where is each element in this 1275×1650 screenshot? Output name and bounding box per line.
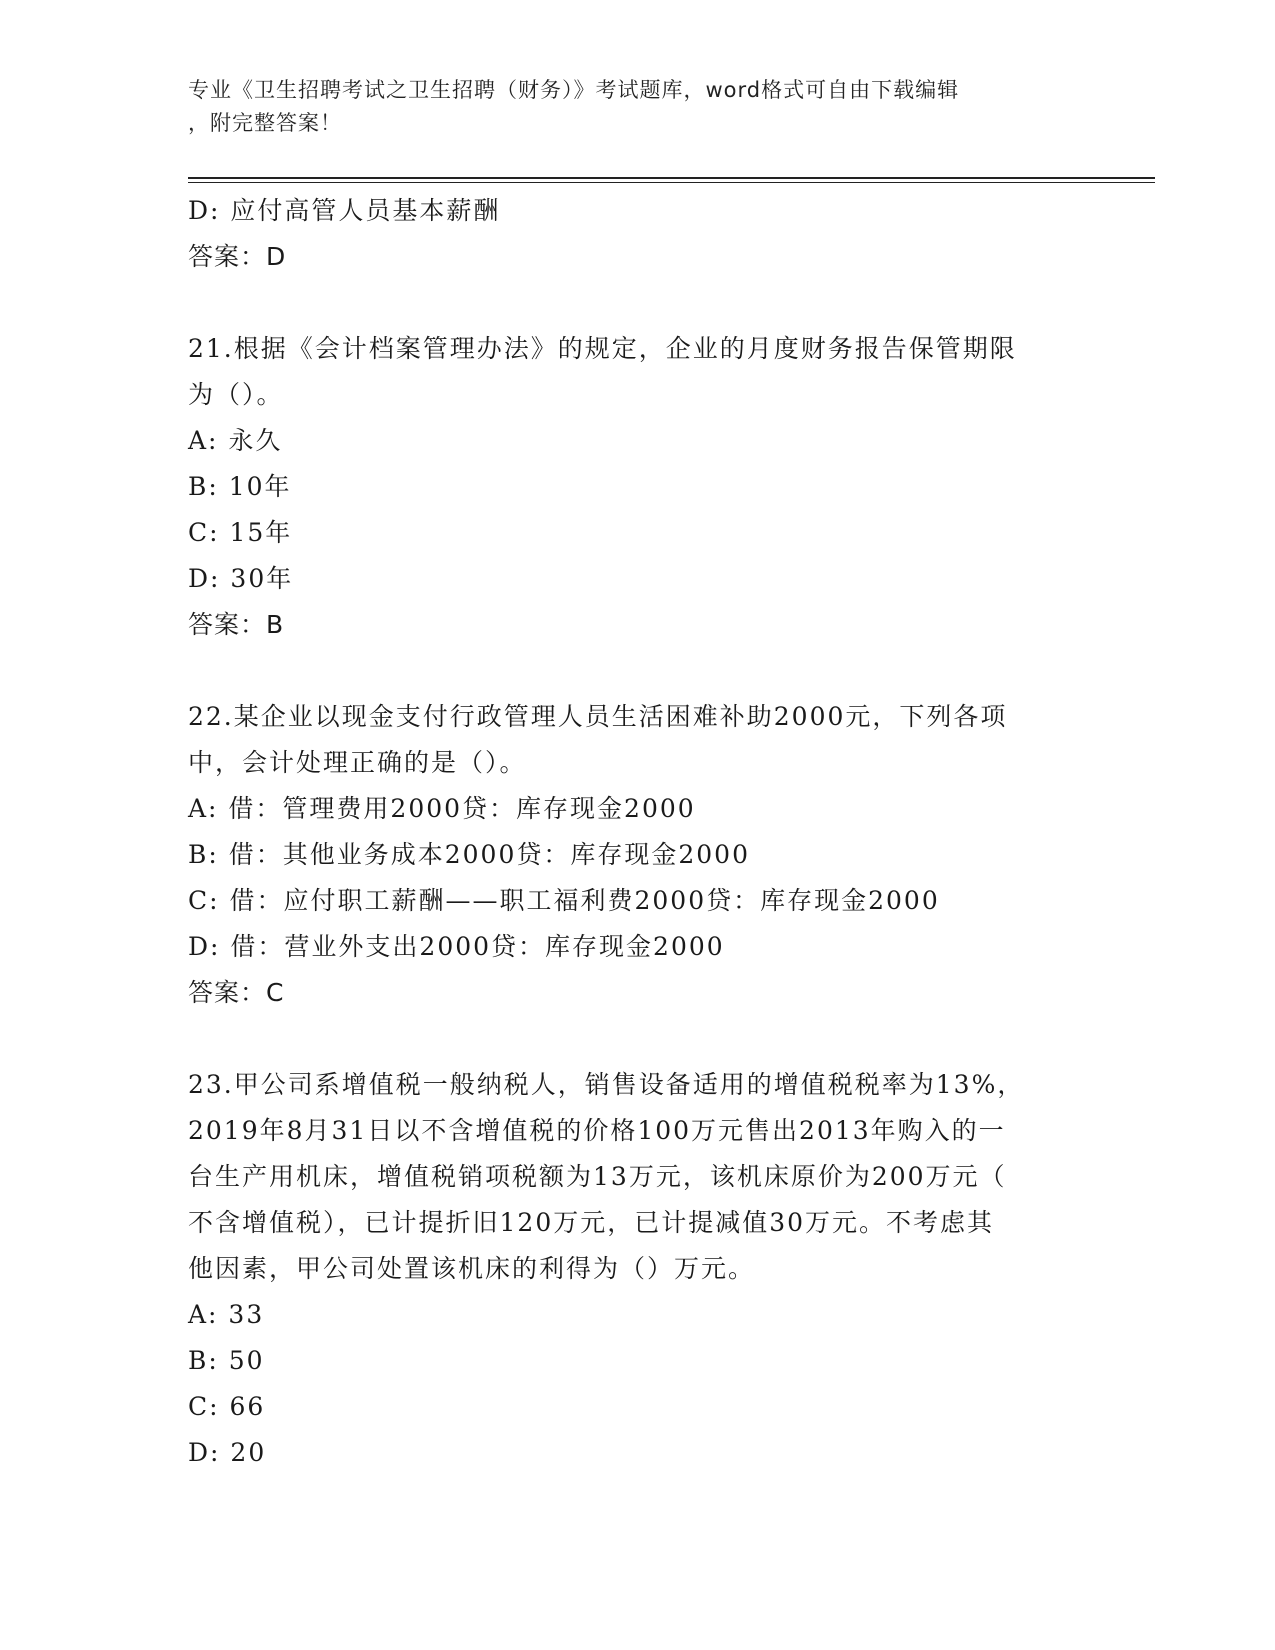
document-header xyxy=(188,74,1088,140)
spacer xyxy=(188,648,1088,694)
question-22 xyxy=(188,694,1088,1016)
question-23-stem-line-2: 2019年8月31日以不含增值税的价格100万元售出2013年购入的一 xyxy=(188,1116,1006,1145)
question-22-option-c: C: 借：应付职工薪酬——职工福利费2000贷：库存现金2000 xyxy=(188,886,940,915)
question-21-option-c: C: 15年 xyxy=(188,518,293,547)
question-20-answer: 答案：D xyxy=(188,242,287,271)
question-20-option-d: D: 应付高管人员基本薪酬 xyxy=(188,196,501,225)
question-21-answer: 答案：B xyxy=(188,610,285,639)
question-21-option-b: B: 10年 xyxy=(188,472,292,501)
question-23-stem-line-4: 不含增值税），已计提折旧120万元，已计提减值30万元。不考虑其 xyxy=(188,1208,995,1237)
question-21-option-a: A: 永久 xyxy=(188,426,283,455)
question-23-option-d: D: 20 xyxy=(188,1438,267,1467)
question-21 xyxy=(188,326,1088,648)
question-23-option-b: B: 50 xyxy=(188,1346,265,1375)
header-line-1: 专业《卫生招聘考试之卫生招聘（财务）》考试题库，word格式可自由下载编辑 xyxy=(188,78,960,102)
question-23-stem-line-3: 台生产用机床，增值税销项税额为13万元，该机床原价为200万元（ xyxy=(188,1162,1007,1191)
spacer xyxy=(188,1016,1088,1062)
header-divider-thin xyxy=(188,182,1155,183)
header-line-2: ，附完整答案！ xyxy=(188,111,342,135)
question-22-stem-line-2: 中，会计处理正确的是（）。 xyxy=(188,748,527,777)
header-divider-thick xyxy=(188,177,1155,179)
question-22-stem-line-1: 22.某企业以现金支付行政管理人员生活困难补助2000元，下列各项 xyxy=(188,702,1008,731)
question-22-option-a: A: 借：管理费用2000贷：库存现金2000 xyxy=(188,794,696,823)
spacer xyxy=(188,280,1088,326)
question-21-stem-line-2: 为（）。 xyxy=(188,380,284,409)
question-23-option-a: A: 33 xyxy=(188,1300,265,1329)
question-23-stem-line-1: 23.甲公司系增值税一般纳税人，销售设备适用的增值税税率为13%， xyxy=(188,1070,1025,1099)
question-23 xyxy=(188,1062,1088,1476)
question-21-stem-line-1: 21.根据《会计档案管理办法》的规定，企业的月度财务报告保管期限 xyxy=(188,334,1017,363)
question-22-option-d: D: 借：营业外支出2000贷：库存现金2000 xyxy=(188,932,725,961)
question-21-option-d: D: 30年 xyxy=(188,564,294,593)
question-23-option-c: C: 66 xyxy=(188,1392,266,1421)
question-23-stem-line-5: 他因素，甲公司处置该机床的利得为（）万元。 xyxy=(188,1254,756,1283)
question-22-option-b: B: 借：其他业务成本2000贷：库存现金2000 xyxy=(188,840,750,869)
question-22-answer: 答案：C xyxy=(188,978,285,1007)
question-20-tail xyxy=(188,188,1088,280)
question-list xyxy=(188,188,1088,1476)
